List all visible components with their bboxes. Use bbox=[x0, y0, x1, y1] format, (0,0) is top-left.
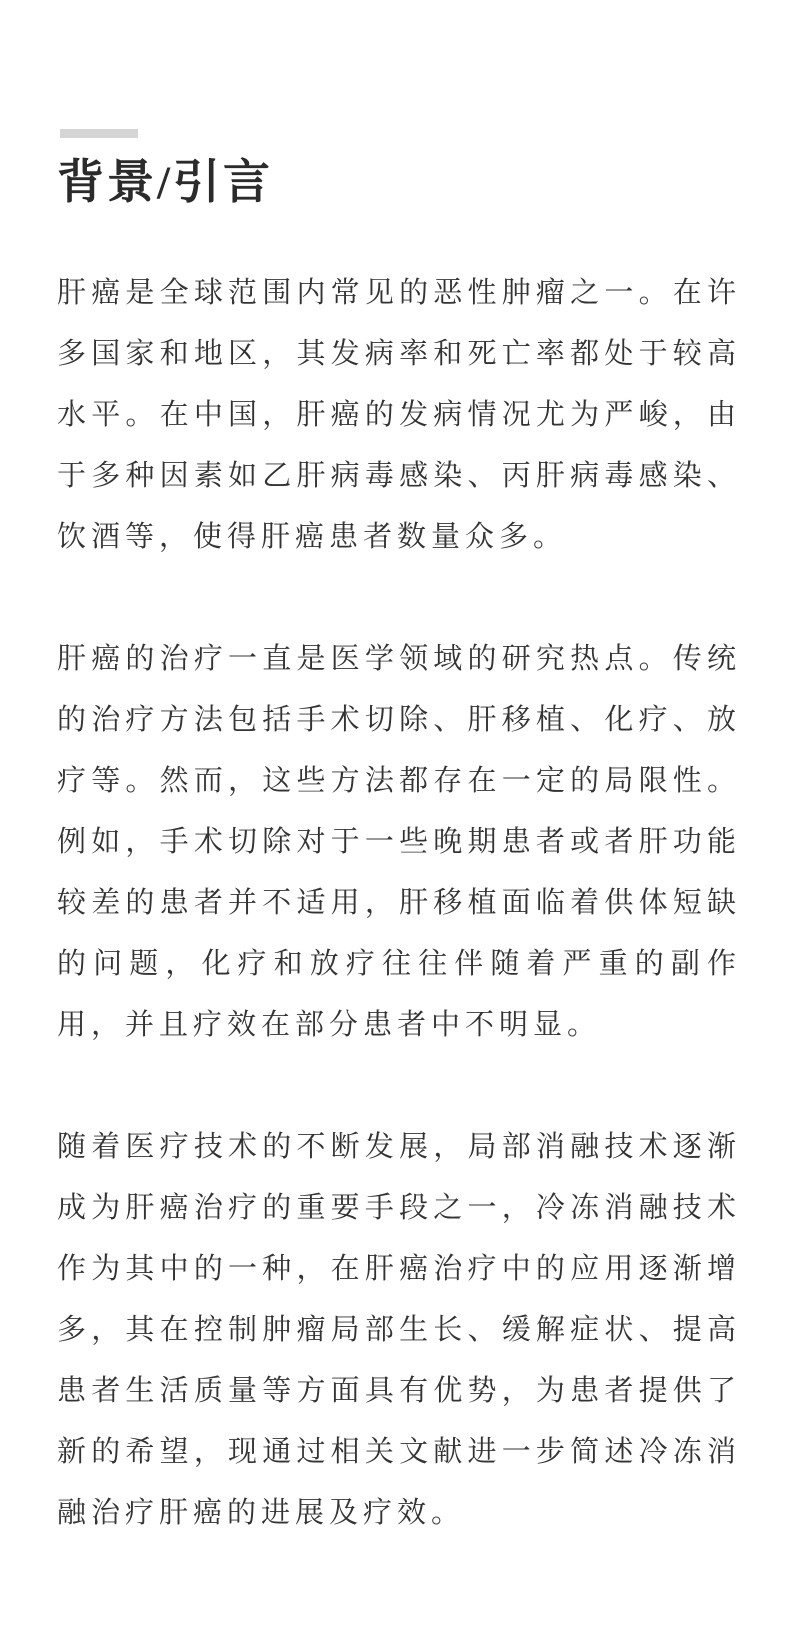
section-heading: 背景/引言 bbox=[57, 157, 274, 209]
article-body bbox=[57, 263, 741, 1544]
accent-bar bbox=[60, 129, 138, 138]
paragraph-3: 随着医疗技术的不断发展，局部消融技术逐渐成为肝癌治疗的重要手段之一，冷冻消融技术作为其中的一种，在肝癌治疗中的应用逐渐增多，其在控制肿瘤局部生长、缓解症状、提高患者生活质量等方面具有优势，为患者提供了新的希望，现通过相关文献进一步简述冷冻消融治疗肝癌的进展及疗效。 bbox=[57, 1131, 741, 1529]
paragraph-1: 肝癌是全球范围内常见的恶性肿瘤之一。在许多国家和地区，其发病率和死亡率都处于较高水平。在中国，肝癌的发病情况尤为严峻，由于多种因素如乙肝病毒感染、丙肝病毒感染、饮酒等，使得肝癌患者数量众多。 bbox=[57, 277, 741, 553]
paragraph-2: 肝癌的治疗一直是医学领域的研究热点。传统的治疗方法包括手术切除、肝移植、化疗、放疗等。然而，这些方法都存在一定的局限性。例如，手术切除对于一些晚期患者或者肝功能较差的患者并不适用，肝移植面临着供体短缺的问题，化疗和放疗往往伴随着严重的副作用，并且疗效在部分患者中不明显。 bbox=[57, 643, 741, 1041]
